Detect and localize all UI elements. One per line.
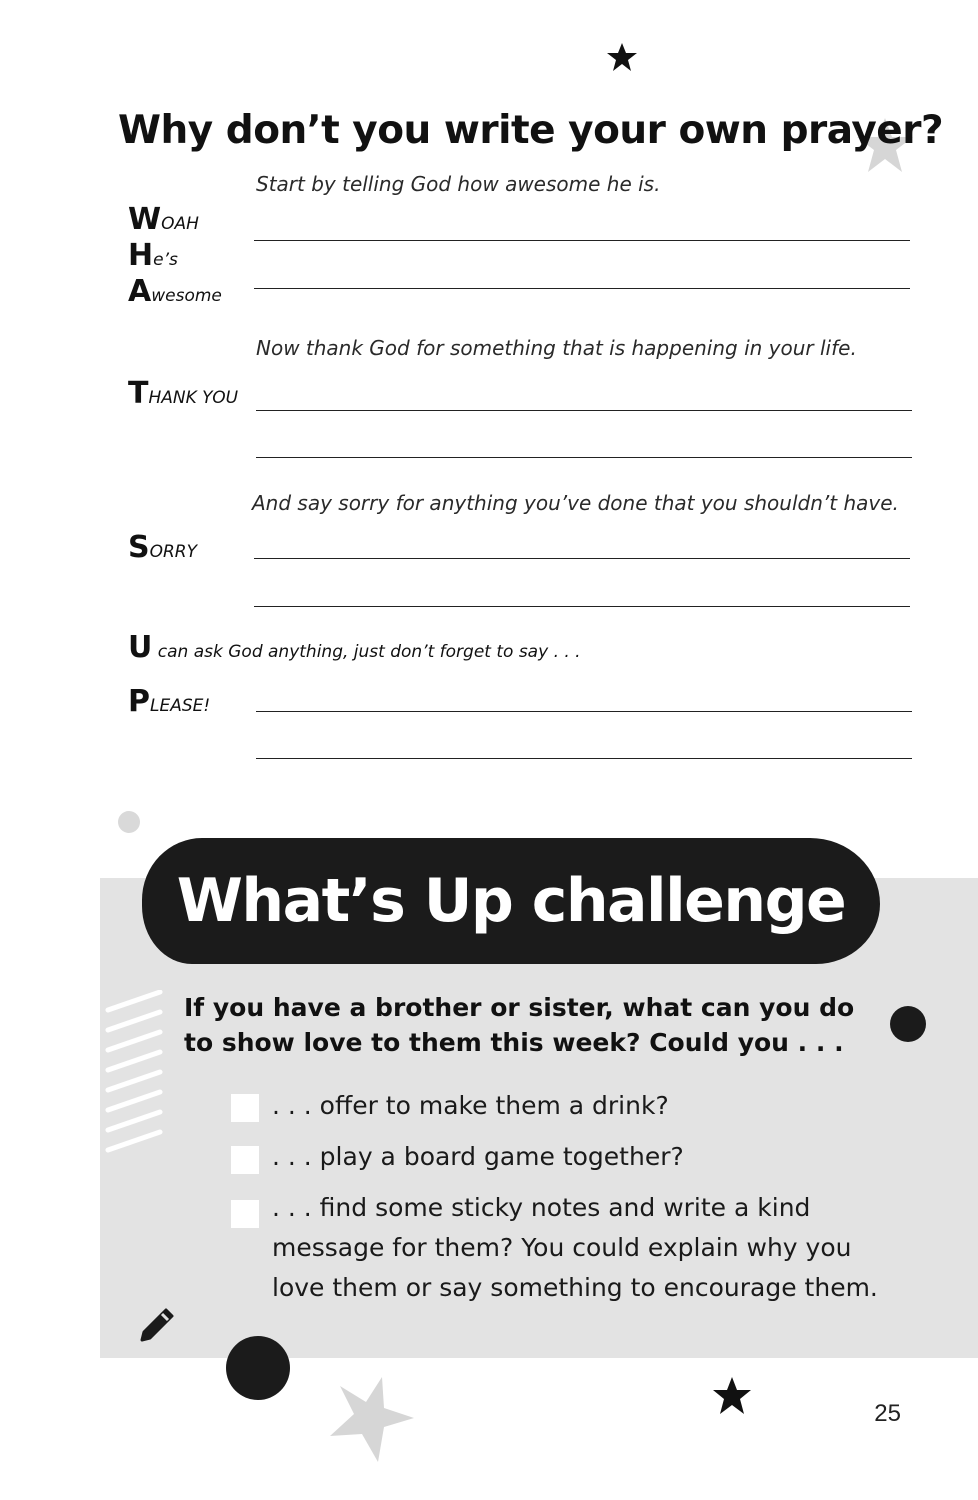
option-text: . . . offer to make them a drink? (272, 1091, 669, 1120)
writing-line[interactable] (254, 240, 910, 241)
writing-line[interactable] (254, 606, 910, 607)
star-icon (606, 42, 638, 72)
decor-dot (118, 811, 140, 833)
writing-line[interactable] (256, 457, 912, 458)
acronym-thank-you: THANK YOU (128, 376, 239, 411)
acronym-sorry: SORRY (128, 530, 197, 565)
sorry-prompt: And say sorry for anything you’ve done that you shouldn’t have. (252, 491, 899, 515)
option-checkbox[interactable] (231, 1200, 259, 1228)
option-checkbox[interactable] (231, 1146, 259, 1174)
star-icon (712, 1376, 752, 1416)
acronym-u: U can ask God anything, just don’t forget to say . . . (128, 630, 581, 665)
wha-prompt: Start by telling God how awesome he is. (256, 172, 661, 196)
star-icon (326, 1374, 418, 1466)
writing-line[interactable] (254, 288, 910, 289)
stripes-decor (104, 990, 166, 1162)
decor-dot (226, 1336, 290, 1400)
banner-title: What’s Up challenge (176, 866, 846, 936)
page-number: 25 (874, 1400, 901, 1427)
writing-line[interactable] (256, 711, 912, 712)
writing-line[interactable] (256, 410, 912, 411)
challenge-question: If you have a brother or sister, what can you do to show love to them this week? Could you . . . (184, 993, 855, 1057)
page-title: Why don’t you write your own prayer? (118, 108, 944, 153)
option-text: . . . find some sticky notes and write a kind message for them? You could explain why you love them or say something to encourage them. (272, 1193, 878, 1302)
writing-line[interactable] (254, 558, 910, 559)
acronym-h: He’s (128, 238, 178, 273)
decor-dot (890, 1006, 926, 1042)
pencil-icon (136, 1300, 180, 1344)
acronym-w: WOAH (128, 202, 199, 237)
acronym-a: Awesome (128, 274, 222, 309)
acronym-please: PLEASE! (128, 684, 211, 719)
option-text: . . . play a board game together? (272, 1142, 684, 1171)
thanks-prompt: Now thank God for something that is happening in your life. (256, 336, 857, 360)
option-checkbox[interactable] (231, 1094, 259, 1122)
writing-line[interactable] (256, 758, 912, 759)
